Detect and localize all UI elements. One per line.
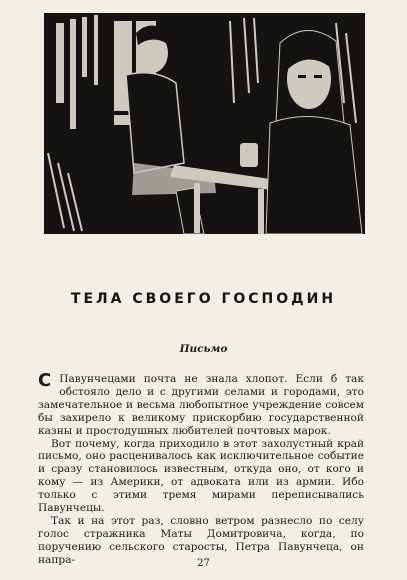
paragraph-3: Так и на этот раз, словно ветром разнесло по селу голос стражника Маты Домитровича, когда, по поручению сельского старосты, Петра Павунчеца, он напра- bbox=[38, 514, 364, 566]
paragraph-1-text: Павунчецами почта не знала хлопот. Если б так обстояло дело и с другими селами и городами, это замечательное и весьма любопытное учреждение совсем бы захирело к великому прискорбию государственной казны и простодушных любителей почтовых марок. bbox=[38, 373, 364, 437]
page-number: 27 bbox=[197, 558, 210, 569]
chapter-title: ТЕЛА СВОЕГО ГОСПОДИН bbox=[70, 291, 337, 307]
dropcap: С bbox=[38, 370, 52, 391]
chapter-illustration bbox=[44, 13, 365, 234]
paragraph-2: Вот почему, когда приходило в этот захолустный край письмо, оно расценивалось как исключительное событие и сразу становилось известным, откуда оно, от кого и кому — из Америки, от адвоката или из армии. Ибо только с этими тремя мирами переписывались Павунчецы. bbox=[38, 437, 364, 515]
woodcut-image bbox=[44, 13, 365, 234]
chapter-subtitle: Письмо bbox=[179, 343, 228, 355]
paragraph-1 bbox=[38, 370, 364, 438]
body-text bbox=[38, 370, 364, 567]
